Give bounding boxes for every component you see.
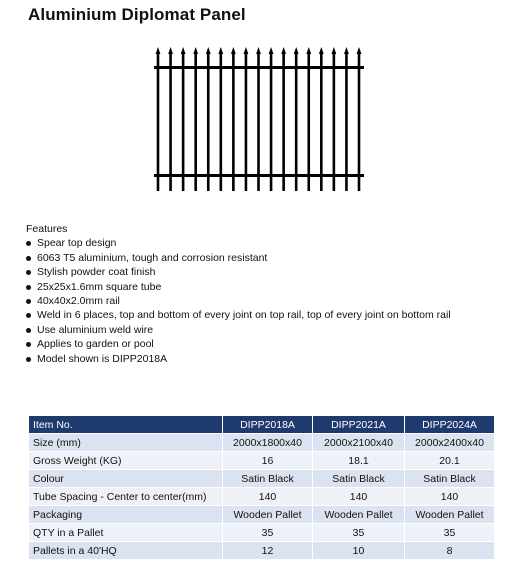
spec-table-header-row <box>29 416 495 434</box>
column-header: DIPP2024A <box>405 416 495 434</box>
row-label: Size (mm) <box>29 434 223 452</box>
table-cell: 12 <box>223 542 313 560</box>
table-cell: Satin Black <box>313 470 405 488</box>
feature-item: 40x40x2.0mm rail <box>26 294 451 308</box>
row-label: Packaging <box>29 506 223 524</box>
picket <box>257 52 260 191</box>
picket <box>220 52 223 191</box>
spear-top-fence-icon <box>154 47 364 191</box>
picket <box>169 52 172 191</box>
table-row <box>29 506 495 524</box>
feature-item: Use aluminium weld wire <box>26 323 451 337</box>
table-cell: 16 <box>223 452 313 470</box>
table-row <box>29 452 495 470</box>
feature-item: 25x25x1.6mm square tube <box>26 280 451 294</box>
table-cell: 2000x2400x40 <box>405 434 495 452</box>
spear-tip <box>306 47 311 54</box>
column-header: DIPP2021A <box>313 416 405 434</box>
feature-item: Weld in 6 places, top and bottom of every joint on top rail, top of every joint on bottom rail <box>26 308 451 322</box>
table-cell: 140 <box>313 488 405 506</box>
spear-tip <box>269 47 274 54</box>
table-cell: 35 <box>405 524 495 542</box>
column-header: DIPP2018A <box>223 416 313 434</box>
row-label: Pallets in a 40'HQ <box>29 542 223 560</box>
feature-item: Model shown is DIPP2018A <box>26 352 451 366</box>
spear-tip <box>231 47 236 54</box>
table-cell: 35 <box>313 524 405 542</box>
features-section <box>26 222 451 366</box>
row-label: Gross Weight (KG) <box>29 452 223 470</box>
spear-tip <box>244 47 249 54</box>
picket <box>194 52 197 191</box>
table-cell: 8 <box>405 542 495 560</box>
picket <box>295 52 298 191</box>
table-cell: Wooden Pallet <box>405 506 495 524</box>
table-cell: 20.1 <box>405 452 495 470</box>
table-row <box>29 524 495 542</box>
table-row <box>29 542 495 560</box>
column-header: Item No. <box>29 416 223 434</box>
page-title: Aluminium Diplomat Panel <box>28 5 246 24</box>
spear-tip <box>206 47 211 54</box>
row-label: Tube Spacing - Center to center(mm) <box>29 488 223 506</box>
spear-tip <box>344 47 349 54</box>
table-cell: 18.1 <box>313 452 405 470</box>
picket <box>320 52 323 191</box>
row-label: Colour <box>29 470 223 488</box>
table-cell: Satin Black <box>223 470 313 488</box>
spear-tip <box>181 47 186 54</box>
feature-item: Spear top design <box>26 236 451 250</box>
table-cell: Wooden Pallet <box>223 506 313 524</box>
table-cell: 10 <box>313 542 405 560</box>
spear-tip <box>319 47 324 54</box>
feature-item: Stylish powder coat finish <box>26 265 451 279</box>
picket <box>307 52 310 191</box>
spear-tip <box>357 47 362 54</box>
spear-tip <box>193 47 198 54</box>
features-heading: Features <box>26 223 68 235</box>
picket <box>358 52 361 191</box>
picket <box>270 52 273 191</box>
spear-tip <box>281 47 286 54</box>
spear-tip <box>156 47 161 54</box>
picket <box>207 52 210 191</box>
spear-tip <box>294 47 299 54</box>
picket <box>157 52 160 191</box>
fence-panel-image <box>150 44 370 194</box>
table-row <box>29 434 495 452</box>
row-label: QTY in a Pallet <box>29 524 223 542</box>
table-row <box>29 488 495 506</box>
table-cell: 35 <box>223 524 313 542</box>
spec-table <box>28 415 495 560</box>
picket <box>232 52 235 191</box>
picket <box>182 52 185 191</box>
table-cell: Satin Black <box>405 470 495 488</box>
feature-item: 6063 T5 aluminium, tough and corrosion resistant <box>26 251 451 265</box>
spear-tip <box>168 47 173 54</box>
picket <box>333 52 336 191</box>
spear-tip <box>256 47 261 54</box>
feature-item: Applies to garden or pool <box>26 337 451 351</box>
table-row <box>29 470 495 488</box>
spear-tip <box>218 47 223 54</box>
table-cell: 2000x2100x40 <box>313 434 405 452</box>
table-cell: 140 <box>405 488 495 506</box>
picket <box>282 52 285 191</box>
picket <box>345 52 348 191</box>
table-cell: 140 <box>223 488 313 506</box>
features-list <box>26 236 451 366</box>
spear-tip <box>331 47 336 54</box>
table-cell: 2000x1800x40 <box>223 434 313 452</box>
picket <box>245 52 248 191</box>
table-cell: Wooden Pallet <box>313 506 405 524</box>
